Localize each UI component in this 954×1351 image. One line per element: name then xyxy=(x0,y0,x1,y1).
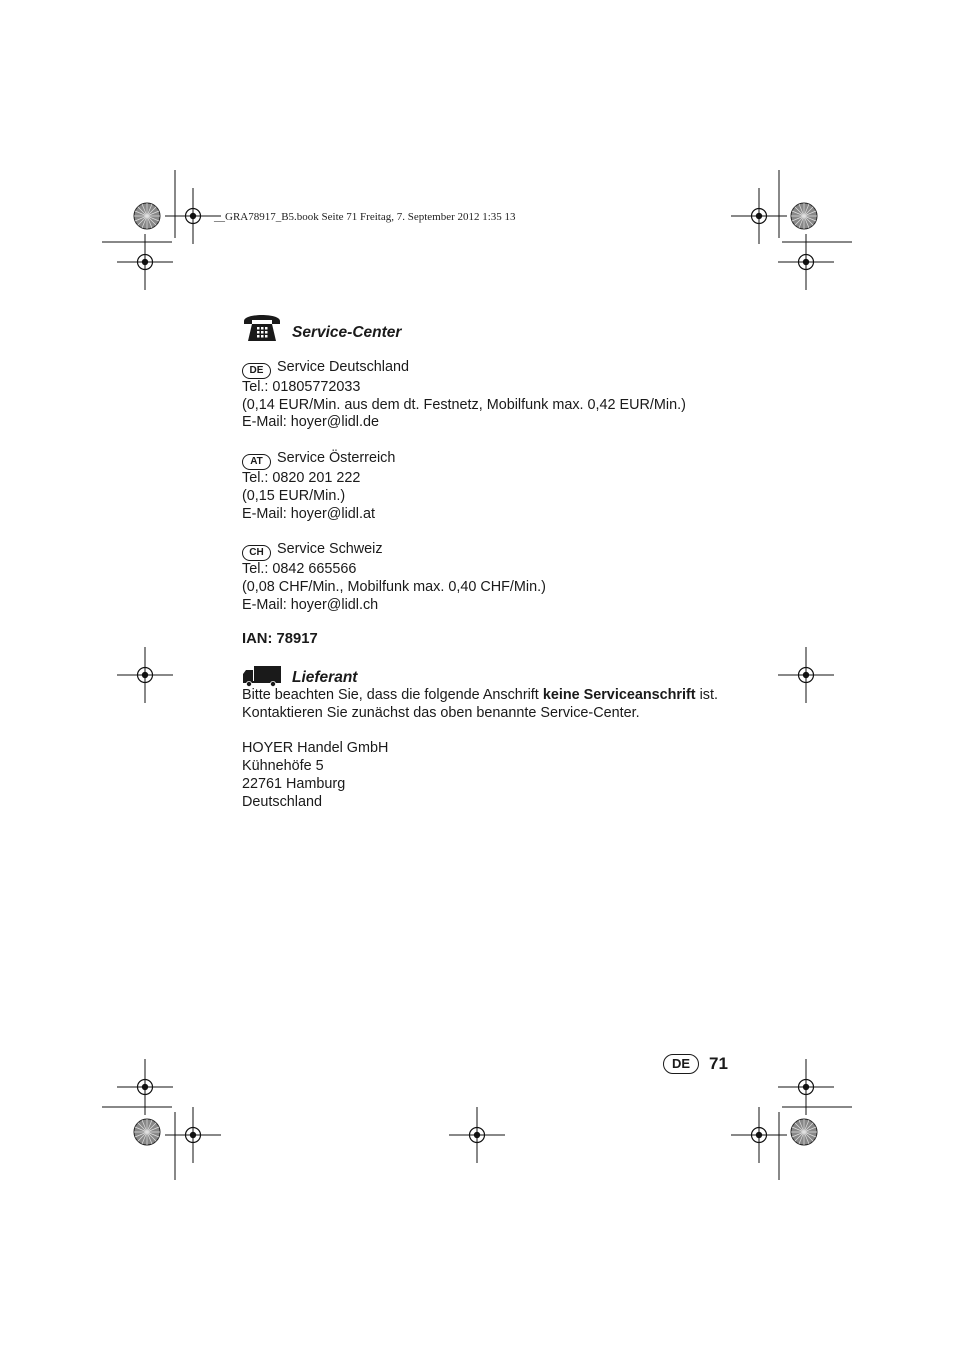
page-content xyxy=(242,310,802,811)
country-badge-ch: CH xyxy=(242,545,271,561)
notice-emphasis: keine Serviceanschrift xyxy=(542,687,696,704)
supplier-address xyxy=(242,740,802,811)
service-tel: Tel.: 0842 665566 xyxy=(242,561,357,578)
page-footer xyxy=(663,1054,728,1074)
service-rate: (0,08 CHF/Min., Mobilfunk max. 0,40 CHF/Min.) xyxy=(242,578,546,595)
service-germany xyxy=(242,359,802,432)
service-rate: (0,14 EUR/Min. aus dem dt. Festnetz, Mobilfunk max. 0,42 EUR/Min.) xyxy=(242,396,686,413)
service-rate: (0,15 EUR/Min.) xyxy=(242,487,346,504)
service-name: Service Deutschland xyxy=(277,359,409,375)
service-email: E-Mail: hoyer@lidl.ch xyxy=(242,596,379,613)
notice-line-2: Kontaktieren Sie zunächst das oben benannte Service-Center. xyxy=(242,704,640,721)
footer-country-badge: DE xyxy=(663,1054,699,1074)
print-slug: __GRA78917_B5.book Seite 71 Freitag, 7. September 2012 1:35 13 xyxy=(214,211,516,223)
telephone-icon xyxy=(242,310,282,342)
service-name: Service Österreich xyxy=(277,450,396,467)
page-number: 71 xyxy=(709,1054,728,1073)
service-tel: Tel.: 01805772033 xyxy=(242,379,361,395)
address-city: 22761 Hamburg xyxy=(242,775,346,792)
notice-text: Bitte beachten Sie, dass die folgende Anschrift xyxy=(242,687,543,704)
service-center-heading xyxy=(242,310,802,342)
notice-text-end: ist. xyxy=(695,687,718,704)
service-name: Service Schweiz xyxy=(277,541,383,558)
country-badge-de: DE xyxy=(242,363,271,379)
supplier-notice xyxy=(242,687,802,722)
country-badge-at: AT xyxy=(242,454,271,470)
service-email: E-Mail: hoyer@lidl.at xyxy=(242,505,375,522)
service-switzerland xyxy=(242,541,802,614)
service-austria xyxy=(242,450,802,523)
address-company: HOYER Handel GmbH xyxy=(242,740,389,757)
ian-number: IAN: 78917 xyxy=(242,631,318,648)
truck-icon xyxy=(242,665,282,687)
address-street: Kühnehöfe 5 xyxy=(242,758,324,775)
service-email: E-Mail: hoyer@lidl.de xyxy=(242,414,379,431)
address-country: Deutschland xyxy=(242,793,322,810)
supplier-heading xyxy=(242,665,802,687)
supplier-title: Lieferant xyxy=(292,669,358,687)
service-tel: Tel.: 0820 201 222 xyxy=(242,470,361,487)
service-center-title: Service-Center xyxy=(292,324,402,341)
